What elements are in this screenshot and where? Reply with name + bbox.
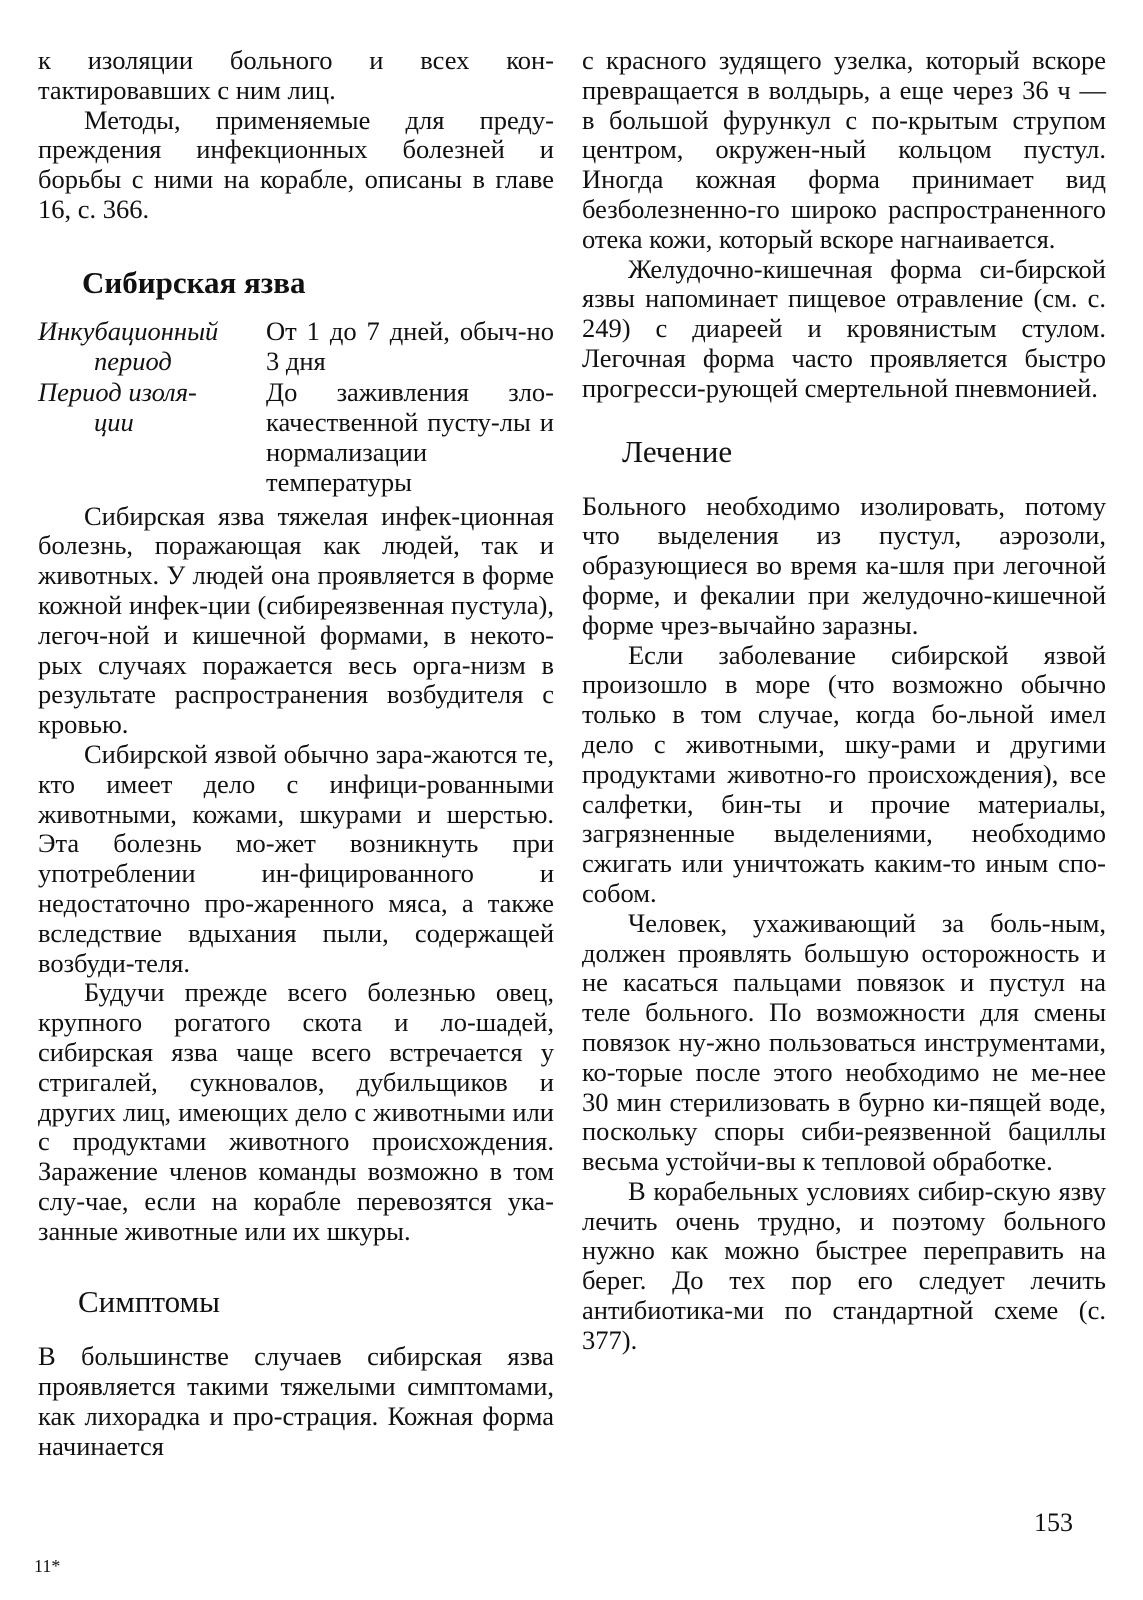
incubation-row [38,317,554,377]
section-heading-treatment: Лечение [622,433,733,469]
paragraph-infection-sources: Сибирской язвой обычно зара-жаются те, кто имеет дело с инфици-рованными животными, кожами, шкурами и шерстью. Эта болезнь мо-жет возникнуть при употреблении ин-фицированного и недостаточно про-жаренного мяса, а также вследствие вдыхания пыли, содержащей возбуди-теля. [38,738,554,978]
paragraph-caregiver: Человек, ухаживающий за боль-ным, должен проявлять большую осторожность и не касаться пальцами повязок и пустул на теле больного. По возможности для смены повязок ну-жно пользоваться инструментами, ко-торые после этого необходимо не ме-нее 30 мин стерилизовать в бурно ки-пящей воде, поскольку споры сиби-реязвенной бациллы весьма устойчи-вы к тепловой обработке. [582,907,1106,1177]
paragraph-gastro-pulmonary: Желудочно-кишечная форма си-бирской язвы напоминает пищевое отравление (см. с. 249) с диареей и кровянистым стулом. Легочная форма часто проявляется быстро прогресси-рующей смертельной пневмонией. [582,253,1106,403]
right-column [582,46,1106,1356]
paragraph-anthrax-definition: Сибирская язва тяжелая инфек-ционная болезнь, поражающая как людей, так и животных. У людей она проявляется в форме кожной инфек-ции (сибиреязвенная пустула), легоч-ной и кишечной формами, в некото-рых случаях поражается весь орга-низм в результате распространения возбудителя с кровью. [38,500,554,740]
signature-mark: 11* [34,1556,61,1576]
incubation-value: От 1 до 7 дней, обыч-но 3 дня [266,315,554,376]
paragraph-ship-conditions: В корабельных условиях сибир-скую язву лечить очень трудно, и поэтому больного нужно как можно быстрее переправить на берег. До тех пор его следует лечить антибиотика-ми по стандартной схеме (с. 377). [582,1175,1106,1355]
section-heading-symptoms: Симптомы [78,1284,220,1320]
isolation-term [38,376,258,497]
paragraph-symptoms: В большинстве случаев сибирская язва проявляется такими тяжелыми симптомами, как лихорадка и про-страция. Кожная форма начинается [38,1341,554,1461]
left-column [38,46,554,1462]
isolation-term-line2: ции [94,407,134,438]
incubation-term-line2: период [94,345,172,376]
page-number: 153 [1034,1508,1073,1537]
paragraph-isolation-need: Больного необходимо изолировать, потому что выделения из пустул, аэрозоли, образующиеся во время ка-шля при легочной форме, и фекалии при желудочно-кишечной форме чрез-вычайно заразны. [582,490,1106,640]
isolation-term-line1: Период изоля- [38,377,197,408]
paragraph-skin-form: с красного зудящего узелка, который вскоре превращается в волдырь, а еще через 36 ч — в большой фурункул с по-крытым струпом центром, окружен-ный кольцом пустул. Иногда кожная форма принимает вид безболезненно-го широко распространенного отека кожи, который вскоре нагнаивается. [582,45,1106,254]
paragraph-risk-groups: Будучи прежде всего болезнью овец, крупного рогатого скота и ло-шадей, сибирская язва чаще всего встречается у стригалей, сукновалов, дубильщиков и других лиц, имеющих дело с животными или с продуктами животного происхождения. Заражение членов команды возможно в том слу-чае, если на корабле перевозятся ука-занные животные или их шкуры. [38,977,554,1246]
section-heading-anthrax: Сибирская язва [82,264,306,300]
paragraph-at-sea: Если заболевание сибирской язвой произошло в море (что возможно обычно только в том случае, когда бо-льной имел дело с животными, шку-рами и другими продуктами животно-го происхождения), все салфетки, бин-ты и прочие материалы, загрязненные выделениями, необходимо сжигать или уничтожать каким-то иным спо-собом. [582,639,1106,908]
isolation-value: До заживления зло-качественной пусту-лы и нормализации температуры [266,377,554,497]
paragraph-intro-continued: к изоляции больного и всех кон-тактировавших с ним лиц. [38,45,554,105]
paragraph-methods-reference: Методы, применяемые для преду-преждения инфекционных болезней и борьбы с ними на корабле, описаны в главе 16, с. 366. [38,104,554,224]
isolation-row [38,376,554,497]
incubation-term [38,317,258,377]
incubation-term-line1: Инкубационный [38,315,219,346]
disease-info-table [38,317,554,498]
